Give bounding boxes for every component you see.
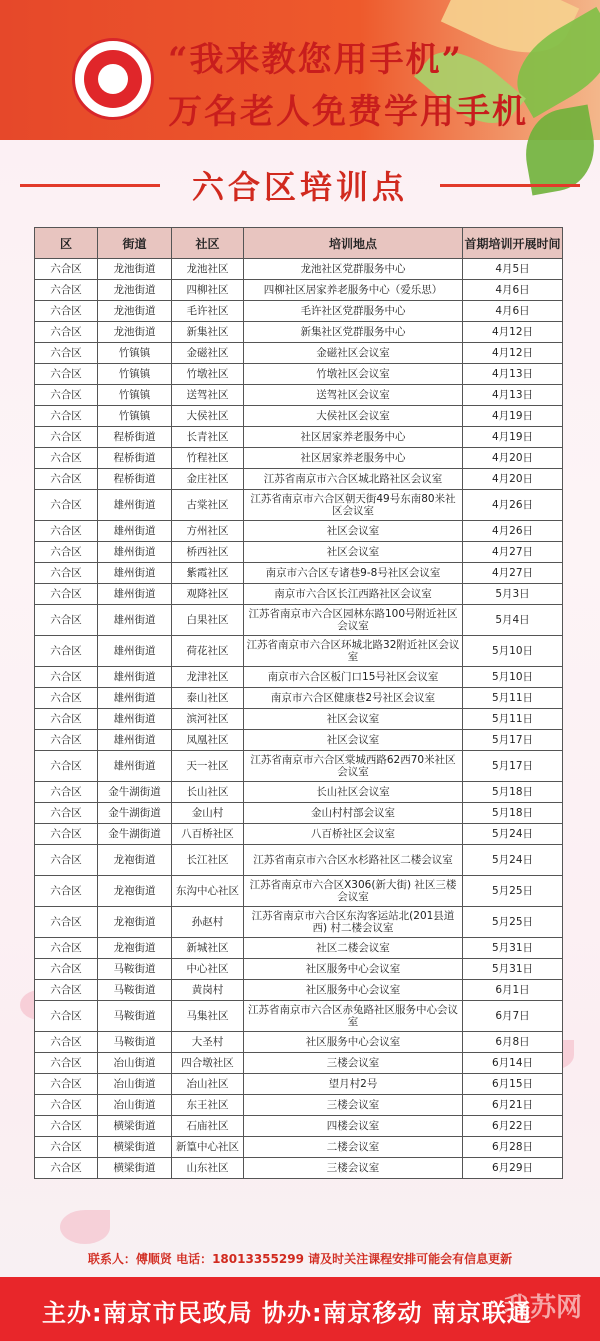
cell-location: 社区会议室 bbox=[244, 542, 463, 563]
column-header-start-date: 首期培训开展时间 bbox=[463, 228, 563, 259]
cell-district: 六合区 bbox=[35, 605, 98, 636]
table-row bbox=[35, 782, 563, 803]
cell-street: 雄州街道 bbox=[98, 709, 172, 730]
cell-start-date: 4月27日 bbox=[463, 542, 563, 563]
cell-street: 横梁街道 bbox=[98, 1137, 172, 1158]
cell-community: 冶山社区 bbox=[172, 1074, 244, 1095]
cell-start-date: 4月5日 bbox=[463, 259, 563, 280]
cell-start-date: 4月26日 bbox=[463, 521, 563, 542]
cell-community: 泰山社区 bbox=[172, 688, 244, 709]
cell-location: 望月村2号 bbox=[244, 1074, 463, 1095]
cell-start-date: 5月24日 bbox=[463, 824, 563, 845]
cell-district: 六合区 bbox=[35, 1116, 98, 1137]
cell-community: 四合墩社区 bbox=[172, 1053, 244, 1074]
cell-street: 雄州街道 bbox=[98, 542, 172, 563]
cell-district: 六合区 bbox=[35, 845, 98, 876]
cell-street: 雄州街道 bbox=[98, 563, 172, 584]
cell-location: 江苏省南京市六合区东沟客运站北(201县道西) 村二楼会议室 bbox=[244, 907, 463, 938]
cell-location: 社区服务中心会议室 bbox=[244, 980, 463, 1001]
column-header-location: 培训地点 bbox=[244, 228, 463, 259]
footer-banner bbox=[0, 1277, 600, 1341]
cell-location: 社区二楼会议室 bbox=[244, 938, 463, 959]
cell-start-date: 6月8日 bbox=[463, 1032, 563, 1053]
table-row bbox=[35, 427, 563, 448]
cell-street: 金牛湖街道 bbox=[98, 803, 172, 824]
cell-start-date: 5月31日 bbox=[463, 959, 563, 980]
table-row bbox=[35, 980, 563, 1001]
cell-location: 江苏省南京市六合区城北路社区会议室 bbox=[244, 469, 463, 490]
cell-district: 六合区 bbox=[35, 1137, 98, 1158]
cell-street: 马鞍街道 bbox=[98, 980, 172, 1001]
table-row bbox=[35, 1095, 563, 1116]
table-row bbox=[35, 490, 563, 521]
cell-start-date: 6月14日 bbox=[463, 1053, 563, 1074]
cell-community: 黄岗村 bbox=[172, 980, 244, 1001]
divider bbox=[440, 184, 580, 187]
cell-district: 六合区 bbox=[35, 1095, 98, 1116]
petal-decoration bbox=[60, 1210, 110, 1244]
cell-community: 八百桥社区 bbox=[172, 824, 244, 845]
cell-location: 新集社区党群服务中心 bbox=[244, 322, 463, 343]
cell-district: 六合区 bbox=[35, 584, 98, 605]
title-row bbox=[0, 150, 600, 220]
table-row bbox=[35, 667, 563, 688]
cell-location: 社区居家养老服务中心 bbox=[244, 427, 463, 448]
table-row bbox=[35, 636, 563, 667]
cell-start-date: 4月13日 bbox=[463, 364, 563, 385]
cell-community: 东王社区 bbox=[172, 1095, 244, 1116]
table-row bbox=[35, 688, 563, 709]
elderly-association-logo-icon bbox=[72, 38, 154, 120]
cell-location: 三楼会议室 bbox=[244, 1158, 463, 1179]
cell-district: 六合区 bbox=[35, 709, 98, 730]
cell-location: 送驾社区会议室 bbox=[244, 385, 463, 406]
cell-location: 四楼会议室 bbox=[244, 1116, 463, 1137]
cell-street: 龙池街道 bbox=[98, 259, 172, 280]
cell-street: 雄州街道 bbox=[98, 584, 172, 605]
cell-community: 观降社区 bbox=[172, 584, 244, 605]
cell-district: 六合区 bbox=[35, 782, 98, 803]
cell-district: 六合区 bbox=[35, 469, 98, 490]
training-schedule-table bbox=[34, 227, 563, 1179]
table-row bbox=[35, 1116, 563, 1137]
cell-start-date: 5月18日 bbox=[463, 782, 563, 803]
cell-location: 社区居家养老服务中心 bbox=[244, 448, 463, 469]
slogan-line-1: “我来教您用手机” bbox=[168, 40, 464, 80]
table-row bbox=[35, 1137, 563, 1158]
cell-district: 六合区 bbox=[35, 542, 98, 563]
cell-community: 白果社区 bbox=[172, 605, 244, 636]
table-row bbox=[35, 709, 563, 730]
cell-location: 南京市六合区专诸巷9-8号社区会议室 bbox=[244, 563, 463, 584]
cell-district: 六合区 bbox=[35, 688, 98, 709]
cell-start-date: 4月26日 bbox=[463, 490, 563, 521]
cell-district: 六合区 bbox=[35, 803, 98, 824]
table-row bbox=[35, 959, 563, 980]
cell-community: 桥西社区 bbox=[172, 542, 244, 563]
cell-street: 冶山街道 bbox=[98, 1074, 172, 1095]
cell-street: 冶山街道 bbox=[98, 1053, 172, 1074]
cell-street: 竹镇镇 bbox=[98, 385, 172, 406]
cell-street: 马鞍街道 bbox=[98, 1032, 172, 1053]
cell-street: 雄州街道 bbox=[98, 605, 172, 636]
column-header-community: 社区 bbox=[172, 228, 244, 259]
cell-community: 龙池社区 bbox=[172, 259, 244, 280]
cell-community: 天一社区 bbox=[172, 751, 244, 782]
cell-community: 紫霞社区 bbox=[172, 563, 244, 584]
table-row bbox=[35, 259, 563, 280]
table-row bbox=[35, 563, 563, 584]
cell-community: 孙赵村 bbox=[172, 907, 244, 938]
cell-district: 六合区 bbox=[35, 280, 98, 301]
cell-district: 六合区 bbox=[35, 1053, 98, 1074]
cell-street: 程桥街道 bbox=[98, 427, 172, 448]
cell-street: 龙袍街道 bbox=[98, 876, 172, 907]
cell-district: 六合区 bbox=[35, 406, 98, 427]
cell-community: 新城社区 bbox=[172, 938, 244, 959]
cell-location: 江苏省南京市六合区园林东路100号附近社区会议室 bbox=[244, 605, 463, 636]
cell-community: 四柳社区 bbox=[172, 280, 244, 301]
cell-community: 山东社区 bbox=[172, 1158, 244, 1179]
cell-community: 大侯社区 bbox=[172, 406, 244, 427]
cell-location: 社区服务中心会议室 bbox=[244, 959, 463, 980]
contact-info: 联系人：傅顺贤 电话：18013355299 请及时关注课程安排可能会有信息更新 bbox=[87, 1252, 513, 1266]
cell-district: 六合区 bbox=[35, 1158, 98, 1179]
cell-street: 雄州街道 bbox=[98, 490, 172, 521]
table-row bbox=[35, 469, 563, 490]
cell-start-date: 5月31日 bbox=[463, 938, 563, 959]
cell-community: 大圣村 bbox=[172, 1032, 244, 1053]
cell-community: 长山社区 bbox=[172, 782, 244, 803]
cell-district: 六合区 bbox=[35, 322, 98, 343]
cell-district: 六合区 bbox=[35, 1001, 98, 1032]
table-header-row bbox=[35, 228, 563, 259]
cell-district: 六合区 bbox=[35, 824, 98, 845]
cell-start-date: 5月3日 bbox=[463, 584, 563, 605]
cell-start-date: 6月22日 bbox=[463, 1116, 563, 1137]
cell-street: 竹镇镇 bbox=[98, 364, 172, 385]
table-row bbox=[35, 280, 563, 301]
cell-district: 六合区 bbox=[35, 259, 98, 280]
cell-district: 六合区 bbox=[35, 364, 98, 385]
cell-street: 雄州街道 bbox=[98, 730, 172, 751]
slogan-line-2: 万名老人免费学用手机 bbox=[168, 92, 528, 132]
cell-start-date: 5月25日 bbox=[463, 907, 563, 938]
table-row bbox=[35, 730, 563, 751]
cell-community: 方州社区 bbox=[172, 521, 244, 542]
table-row bbox=[35, 1158, 563, 1179]
cell-start-date: 5月17日 bbox=[463, 730, 563, 751]
table-row bbox=[35, 907, 563, 938]
cell-start-date: 4月20日 bbox=[463, 448, 563, 469]
table-body bbox=[35, 259, 563, 1179]
cell-district: 六合区 bbox=[35, 427, 98, 448]
cell-district: 六合区 bbox=[35, 343, 98, 364]
cell-street: 雄州街道 bbox=[98, 751, 172, 782]
cell-start-date: 5月11日 bbox=[463, 709, 563, 730]
watermark: 我苏网 bbox=[503, 1293, 582, 1323]
cell-start-date: 4月19日 bbox=[463, 427, 563, 448]
cell-start-date: 6月29日 bbox=[463, 1158, 563, 1179]
cell-location: 毛许社区党群服务中心 bbox=[244, 301, 463, 322]
cell-start-date: 6月1日 bbox=[463, 980, 563, 1001]
table-row bbox=[35, 1001, 563, 1032]
cell-location: 社区服务中心会议室 bbox=[244, 1032, 463, 1053]
cell-community: 凤凰社区 bbox=[172, 730, 244, 751]
table-row bbox=[35, 876, 563, 907]
cell-street: 程桥街道 bbox=[98, 448, 172, 469]
cell-location: 金山村村部会议室 bbox=[244, 803, 463, 824]
cell-district: 六合区 bbox=[35, 448, 98, 469]
cell-location: 金磁社区会议室 bbox=[244, 343, 463, 364]
table-row bbox=[35, 521, 563, 542]
cell-start-date: 6月21日 bbox=[463, 1095, 563, 1116]
cell-start-date: 6月28日 bbox=[463, 1137, 563, 1158]
column-header-district: 区 bbox=[35, 228, 98, 259]
cell-street: 龙袍街道 bbox=[98, 845, 172, 876]
cell-location: 三楼会议室 bbox=[244, 1095, 463, 1116]
cell-district: 六合区 bbox=[35, 563, 98, 584]
cell-location: 二楼会议室 bbox=[244, 1137, 463, 1158]
cell-start-date: 4月19日 bbox=[463, 406, 563, 427]
cell-community: 金磁社区 bbox=[172, 343, 244, 364]
cell-location: 南京市六合区板门口15号社区会议室 bbox=[244, 667, 463, 688]
cell-start-date: 4月13日 bbox=[463, 385, 563, 406]
table-row bbox=[35, 845, 563, 876]
cell-district: 六合区 bbox=[35, 907, 98, 938]
cell-community: 石庙社区 bbox=[172, 1116, 244, 1137]
cell-community: 金庄社区 bbox=[172, 469, 244, 490]
cell-street: 雄州街道 bbox=[98, 688, 172, 709]
table-row bbox=[35, 542, 563, 563]
cell-street: 龙袍街道 bbox=[98, 907, 172, 938]
cell-community: 中心社区 bbox=[172, 959, 244, 980]
cell-start-date: 4月20日 bbox=[463, 469, 563, 490]
cell-start-date: 6月7日 bbox=[463, 1001, 563, 1032]
cell-location: 江苏省南京市六合区环城北路32附近社区会议室 bbox=[244, 636, 463, 667]
cell-street: 程桥街道 bbox=[98, 469, 172, 490]
cell-location: 大侯社区会议室 bbox=[244, 406, 463, 427]
cell-location: 三楼会议室 bbox=[244, 1053, 463, 1074]
cell-street: 龙袍街道 bbox=[98, 938, 172, 959]
cell-location: 龙池社区党群服务中心 bbox=[244, 259, 463, 280]
cell-district: 六合区 bbox=[35, 980, 98, 1001]
table-row bbox=[35, 824, 563, 845]
cell-location: 社区会议室 bbox=[244, 730, 463, 751]
table-row bbox=[35, 322, 563, 343]
cell-street: 雄州街道 bbox=[98, 636, 172, 667]
cell-street: 龙池街道 bbox=[98, 322, 172, 343]
cell-start-date: 5月11日 bbox=[463, 688, 563, 709]
cell-start-date: 5月25日 bbox=[463, 876, 563, 907]
column-header-street: 街道 bbox=[98, 228, 172, 259]
cell-community: 毛许社区 bbox=[172, 301, 244, 322]
table-row bbox=[35, 1032, 563, 1053]
cell-start-date: 4月12日 bbox=[463, 343, 563, 364]
cell-street: 横梁街道 bbox=[98, 1158, 172, 1179]
cell-location: 江苏省南京市六合区水杉路社区二楼会议室 bbox=[244, 845, 463, 876]
table-row bbox=[35, 584, 563, 605]
cell-district: 六合区 bbox=[35, 1074, 98, 1095]
cell-district: 六合区 bbox=[35, 301, 98, 322]
cell-start-date: 5月10日 bbox=[463, 636, 563, 667]
cell-district: 六合区 bbox=[35, 751, 98, 782]
cell-street: 冶山街道 bbox=[98, 1095, 172, 1116]
cell-street: 金牛湖街道 bbox=[98, 824, 172, 845]
table-row bbox=[35, 301, 563, 322]
cell-start-date: 4月27日 bbox=[463, 563, 563, 584]
cell-street: 竹镇镇 bbox=[98, 406, 172, 427]
cell-community: 荷花社区 bbox=[172, 636, 244, 667]
cell-district: 六合区 bbox=[35, 938, 98, 959]
cell-community: 新集社区 bbox=[172, 322, 244, 343]
cell-district: 六合区 bbox=[35, 1032, 98, 1053]
cell-start-date: 4月6日 bbox=[463, 301, 563, 322]
cell-location: 江苏省南京市六合区棠城西路62西70米社区会议室 bbox=[244, 751, 463, 782]
header-banner bbox=[0, 0, 600, 140]
table-row bbox=[35, 938, 563, 959]
cell-community: 东沟中心社区 bbox=[172, 876, 244, 907]
cell-street: 马鞍街道 bbox=[98, 959, 172, 980]
cell-street: 竹镇镇 bbox=[98, 343, 172, 364]
cell-street: 金牛湖街道 bbox=[98, 782, 172, 803]
cell-location: 江苏省南京市六合区X306(新大街) 社区三楼会议室 bbox=[244, 876, 463, 907]
cell-district: 六合区 bbox=[35, 667, 98, 688]
cell-community: 古棠社区 bbox=[172, 490, 244, 521]
cell-location: 四柳社区居家养老服务中心（爱乐思） bbox=[244, 280, 463, 301]
cell-district: 六合区 bbox=[35, 521, 98, 542]
cell-location: 南京市六合区长江西路社区会议室 bbox=[244, 584, 463, 605]
cell-community: 新篁中心社区 bbox=[172, 1137, 244, 1158]
cell-community: 马集社区 bbox=[172, 1001, 244, 1032]
cell-district: 六合区 bbox=[35, 959, 98, 980]
cell-start-date: 5月10日 bbox=[463, 667, 563, 688]
cell-community: 竹程社区 bbox=[172, 448, 244, 469]
cell-community: 竹墩社区 bbox=[172, 364, 244, 385]
page-title: 六合区培训点 bbox=[191, 168, 408, 206]
table-row bbox=[35, 605, 563, 636]
cell-street: 龙池街道 bbox=[98, 280, 172, 301]
cell-district: 六合区 bbox=[35, 730, 98, 751]
cell-street: 雄州街道 bbox=[98, 521, 172, 542]
table-row bbox=[35, 751, 563, 782]
table-row bbox=[35, 385, 563, 406]
cell-community: 送驾社区 bbox=[172, 385, 244, 406]
cell-location: 八百桥社区会议室 bbox=[244, 824, 463, 845]
cell-street: 雄州街道 bbox=[98, 667, 172, 688]
cell-location: 江苏省南京市六合区朝天街49号东南80米社区会议室 bbox=[244, 490, 463, 521]
cell-community: 长江社区 bbox=[172, 845, 244, 876]
cell-street: 横梁街道 bbox=[98, 1116, 172, 1137]
table-row bbox=[35, 1074, 563, 1095]
cell-street: 龙池街道 bbox=[98, 301, 172, 322]
cell-start-date: 6月15日 bbox=[463, 1074, 563, 1095]
table-row bbox=[35, 364, 563, 385]
cell-street: 马鞍街道 bbox=[98, 1001, 172, 1032]
table-row bbox=[35, 1053, 563, 1074]
cell-location: 社区会议室 bbox=[244, 709, 463, 730]
cell-start-date: 5月17日 bbox=[463, 751, 563, 782]
cell-location: 江苏省南京市六合区赤兔路社区服务中心会议室 bbox=[244, 1001, 463, 1032]
cell-location: 社区会议室 bbox=[244, 521, 463, 542]
cell-district: 六合区 bbox=[35, 636, 98, 667]
cell-community: 长青社区 bbox=[172, 427, 244, 448]
cell-community: 龙津社区 bbox=[172, 667, 244, 688]
cell-location: 长山社区会议室 bbox=[244, 782, 463, 803]
cell-district: 六合区 bbox=[35, 876, 98, 907]
cell-start-date: 4月6日 bbox=[463, 280, 563, 301]
table-row bbox=[35, 448, 563, 469]
cell-location: 南京市六合区健康巷2号社区会议室 bbox=[244, 688, 463, 709]
table-row bbox=[35, 803, 563, 824]
cell-district: 六合区 bbox=[35, 490, 98, 521]
cell-community: 金山村 bbox=[172, 803, 244, 824]
table-row bbox=[35, 343, 563, 364]
cell-community: 滨河社区 bbox=[172, 709, 244, 730]
cell-location: 竹墩社区会议室 bbox=[244, 364, 463, 385]
cell-start-date: 5月24日 bbox=[463, 845, 563, 876]
table-row bbox=[35, 406, 563, 427]
cell-start-date: 4月12日 bbox=[463, 322, 563, 343]
cell-district: 六合区 bbox=[35, 385, 98, 406]
cell-start-date: 5月18日 bbox=[463, 803, 563, 824]
cell-start-date: 5月4日 bbox=[463, 605, 563, 636]
organizer-text: 主办:南京市民政局 协办:南京移动 南京联通 bbox=[42, 1299, 532, 1327]
